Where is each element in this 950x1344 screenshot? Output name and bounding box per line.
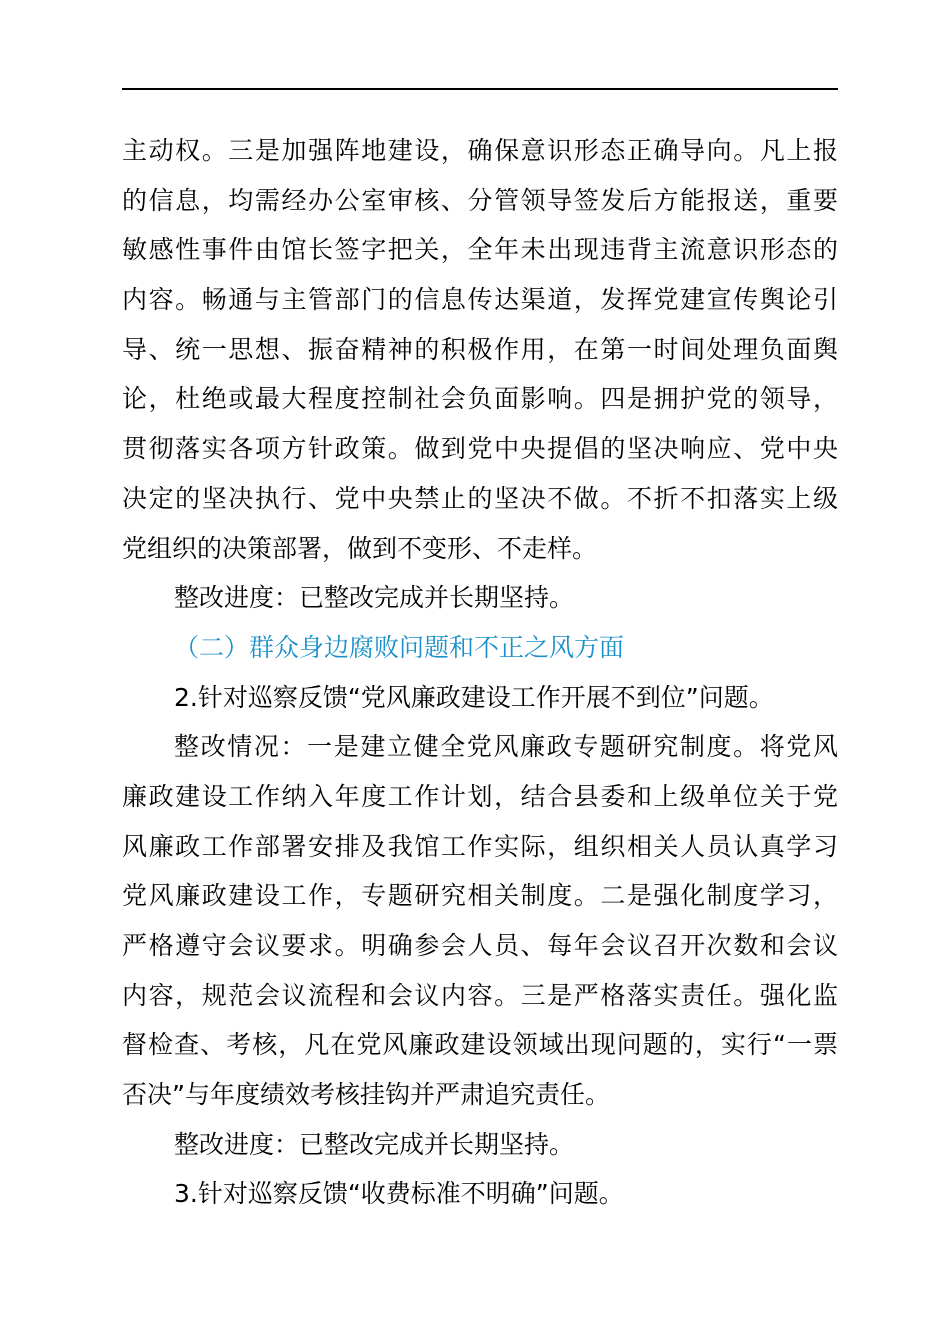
text-line: 内容。畅通与主管部门的信息传达渠道，发挥党建宣传舆论引 bbox=[122, 285, 838, 315]
text-line: 贯彻落实各项方针政策。做到党中央提倡的坚决响应、党中央 bbox=[122, 434, 838, 464]
text-line: 否决”与年度绩效考核挂钩并严肃追究责任。 bbox=[122, 1080, 610, 1110]
issue-3-title bbox=[122, 1169, 838, 1219]
issue-2-rectification bbox=[122, 722, 838, 1120]
text-line: 整改情况：一是建立健全党风廉政专题研究制度。将党风 bbox=[174, 732, 838, 762]
section-heading-text: （二）群众身边腐败问题和不正之风方面 bbox=[174, 632, 625, 662]
progress-note-1 bbox=[122, 573, 838, 623]
text-line: 决定的坚决执行、党中央禁止的坚决不做。不折不扣落实上级 bbox=[122, 483, 838, 513]
document-body bbox=[122, 126, 838, 1219]
text-line: 3.针对巡察反馈“收费标准不明确”问题。 bbox=[174, 1179, 624, 1209]
paragraph-continuation bbox=[122, 126, 838, 573]
text-line: 整改进度：已整改完成并长期坚持。 bbox=[174, 1129, 575, 1159]
text-line: 论，杜绝或最大程度控制社会负面影响。四是拥护党的领导， bbox=[122, 384, 838, 414]
text-line: 党风廉政建设工作，专题研究相关制度。二是强化制度学习， bbox=[122, 881, 838, 911]
text-line: 的信息，均需经办公室审核、分管领导签发后方能报送，重要 bbox=[122, 185, 838, 215]
text-line: 整改进度：已整改完成并长期坚持。 bbox=[174, 583, 575, 613]
header-rule bbox=[122, 88, 838, 90]
section-heading-2 bbox=[122, 623, 838, 673]
text-line: 风廉政工作部署安排及我馆工作实际，组织相关人员认真学习 bbox=[122, 831, 838, 861]
text-line: 2.针对巡察反馈“党风廉政建设工作开展不到位”问题。 bbox=[174, 682, 774, 712]
issue-2-title bbox=[122, 673, 838, 723]
text-line: 敏感性事件由馆长签字把关，全年未出现违背主流意识形态的 bbox=[122, 235, 838, 265]
text-line: 主动权。三是加强阵地建设，确保意识形态正确导向。凡上报 bbox=[122, 136, 838, 165]
text-line: 党组织的决策部署，做到不变形、不走样。 bbox=[122, 533, 598, 563]
text-line: 导、统一思想、振奋精神的积极作用，在第一时间处理负面舆 bbox=[122, 334, 838, 364]
text-line: 严格遵守会议要求。明确参会人员、每年会议召开次数和会议 bbox=[122, 931, 838, 960]
text-line: 督检查、考核，凡在党风廉政建设领域出现问题的，实行“一票 bbox=[122, 1030, 838, 1060]
progress-note-2 bbox=[122, 1120, 838, 1170]
text-line: 内容，规范会议流程和会议内容。三是严格落实责任。强化监 bbox=[122, 980, 838, 1010]
text-line: 廉政建设工作纳入年度工作计划，结合县委和上级单位关于党 bbox=[122, 781, 838, 811]
